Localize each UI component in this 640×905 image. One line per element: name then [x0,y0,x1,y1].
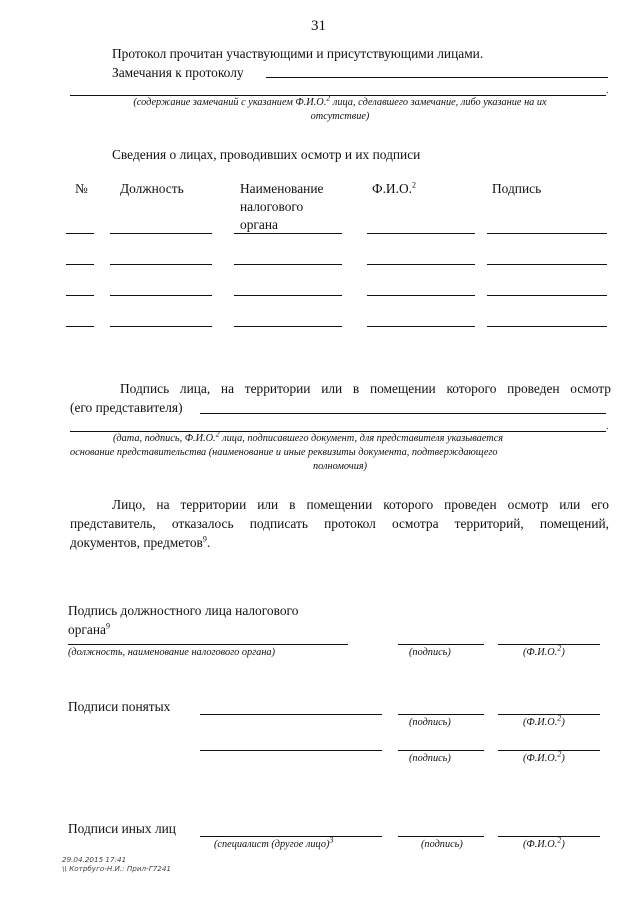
witnesses-label: Подписи понятых [68,699,171,714]
witness-fio-hint: (Ф.И.О.$^2$) [523,749,565,764]
col-authority-1: Наименование [240,181,324,196]
remarks-hint-end: отсутствие) [310,111,370,122]
official-label: Подпись должностного лица налогового [68,603,299,618]
col-authority-3: органа [240,217,278,232]
official-fio-line [498,644,600,645]
official-label-2: органа$^9$ [68,621,110,637]
witness-signature-hint: (подпись) [409,717,451,728]
others-signature-hint: (подпись) [421,839,463,850]
others-label: Подписи иных лиц [68,821,176,836]
footer-timestamp: 29.04.2015 17:41 [62,855,127,864]
premises-dot: . [606,421,609,432]
col-authority-2: налогового [240,199,304,214]
others-specialist-line [200,836,382,837]
page-number: 31 [311,18,326,34]
others-fio-hint: (Ф.И.О.$^2$) [523,835,565,850]
protocol-read-text: Протокол прочитан участвующими и присутствующими лицами. [112,46,484,61]
others-signature-line [398,836,484,837]
others-specialist-hint: (специалист (другое лицо)$^3$ [214,835,334,850]
refusal-line-1: Лицо, на территории или в помещении которого проведен осмотр или его [112,497,609,512]
col-signature: Подпись [492,181,542,196]
premises-hint-3: полномочия) [312,461,368,472]
official-signature-hint: (подпись) [409,647,451,658]
premises-representative-label: (его представителя) [70,400,183,415]
witness-signature-hint: (подпись) [409,753,451,764]
refusal-line-3: документов, предметов$^9$. [70,534,211,550]
premises-hint-2: основание представительства (наименование и иные реквизиты документа, подтверждающего [70,447,498,458]
official-position-hint: (должность, наименование налогового органа) [68,647,276,658]
premises-signature-line [200,413,606,414]
col-position: Должность [120,181,184,196]
col-number: № [75,181,88,196]
witness-fio-hint: (Ф.И.О.$^2$) [523,713,565,728]
remarks-dot: . [606,85,609,96]
col-fio: Ф.И.О.$^2$ [372,180,416,196]
remarks-line [266,77,608,78]
premises-hint-1: (дата, подпись, Ф.И.О.$^2$ лица, подписавшего документ, для представителя указывается [113,429,504,444]
remarks-label: Замечания к протоколу [112,65,244,80]
remarks-hint: (содержание замечаний с указанием Ф.И.О.$^2$ лица, сделавшего замечание, либо указание на их [133,93,547,108]
inspectors-heading: Сведения о лицах, проводивших осмотр и их подписи [112,147,421,162]
official-position-line [68,644,348,645]
premises-signature-label: Подпись лица, на территории или в помещении которого проведен осмотр [120,381,611,396]
footer-author: \\ Котрбуго-Н.И.: Прил-Г7241 [62,864,172,873]
others-fio-line [498,836,600,837]
refusal-line-2: представитель, отказалось подписать протокол осмотра территорий, помещений, [70,516,609,531]
official-fio-hint: (Ф.И.О.$^2$) [523,643,565,658]
official-signature-line [398,644,484,645]
